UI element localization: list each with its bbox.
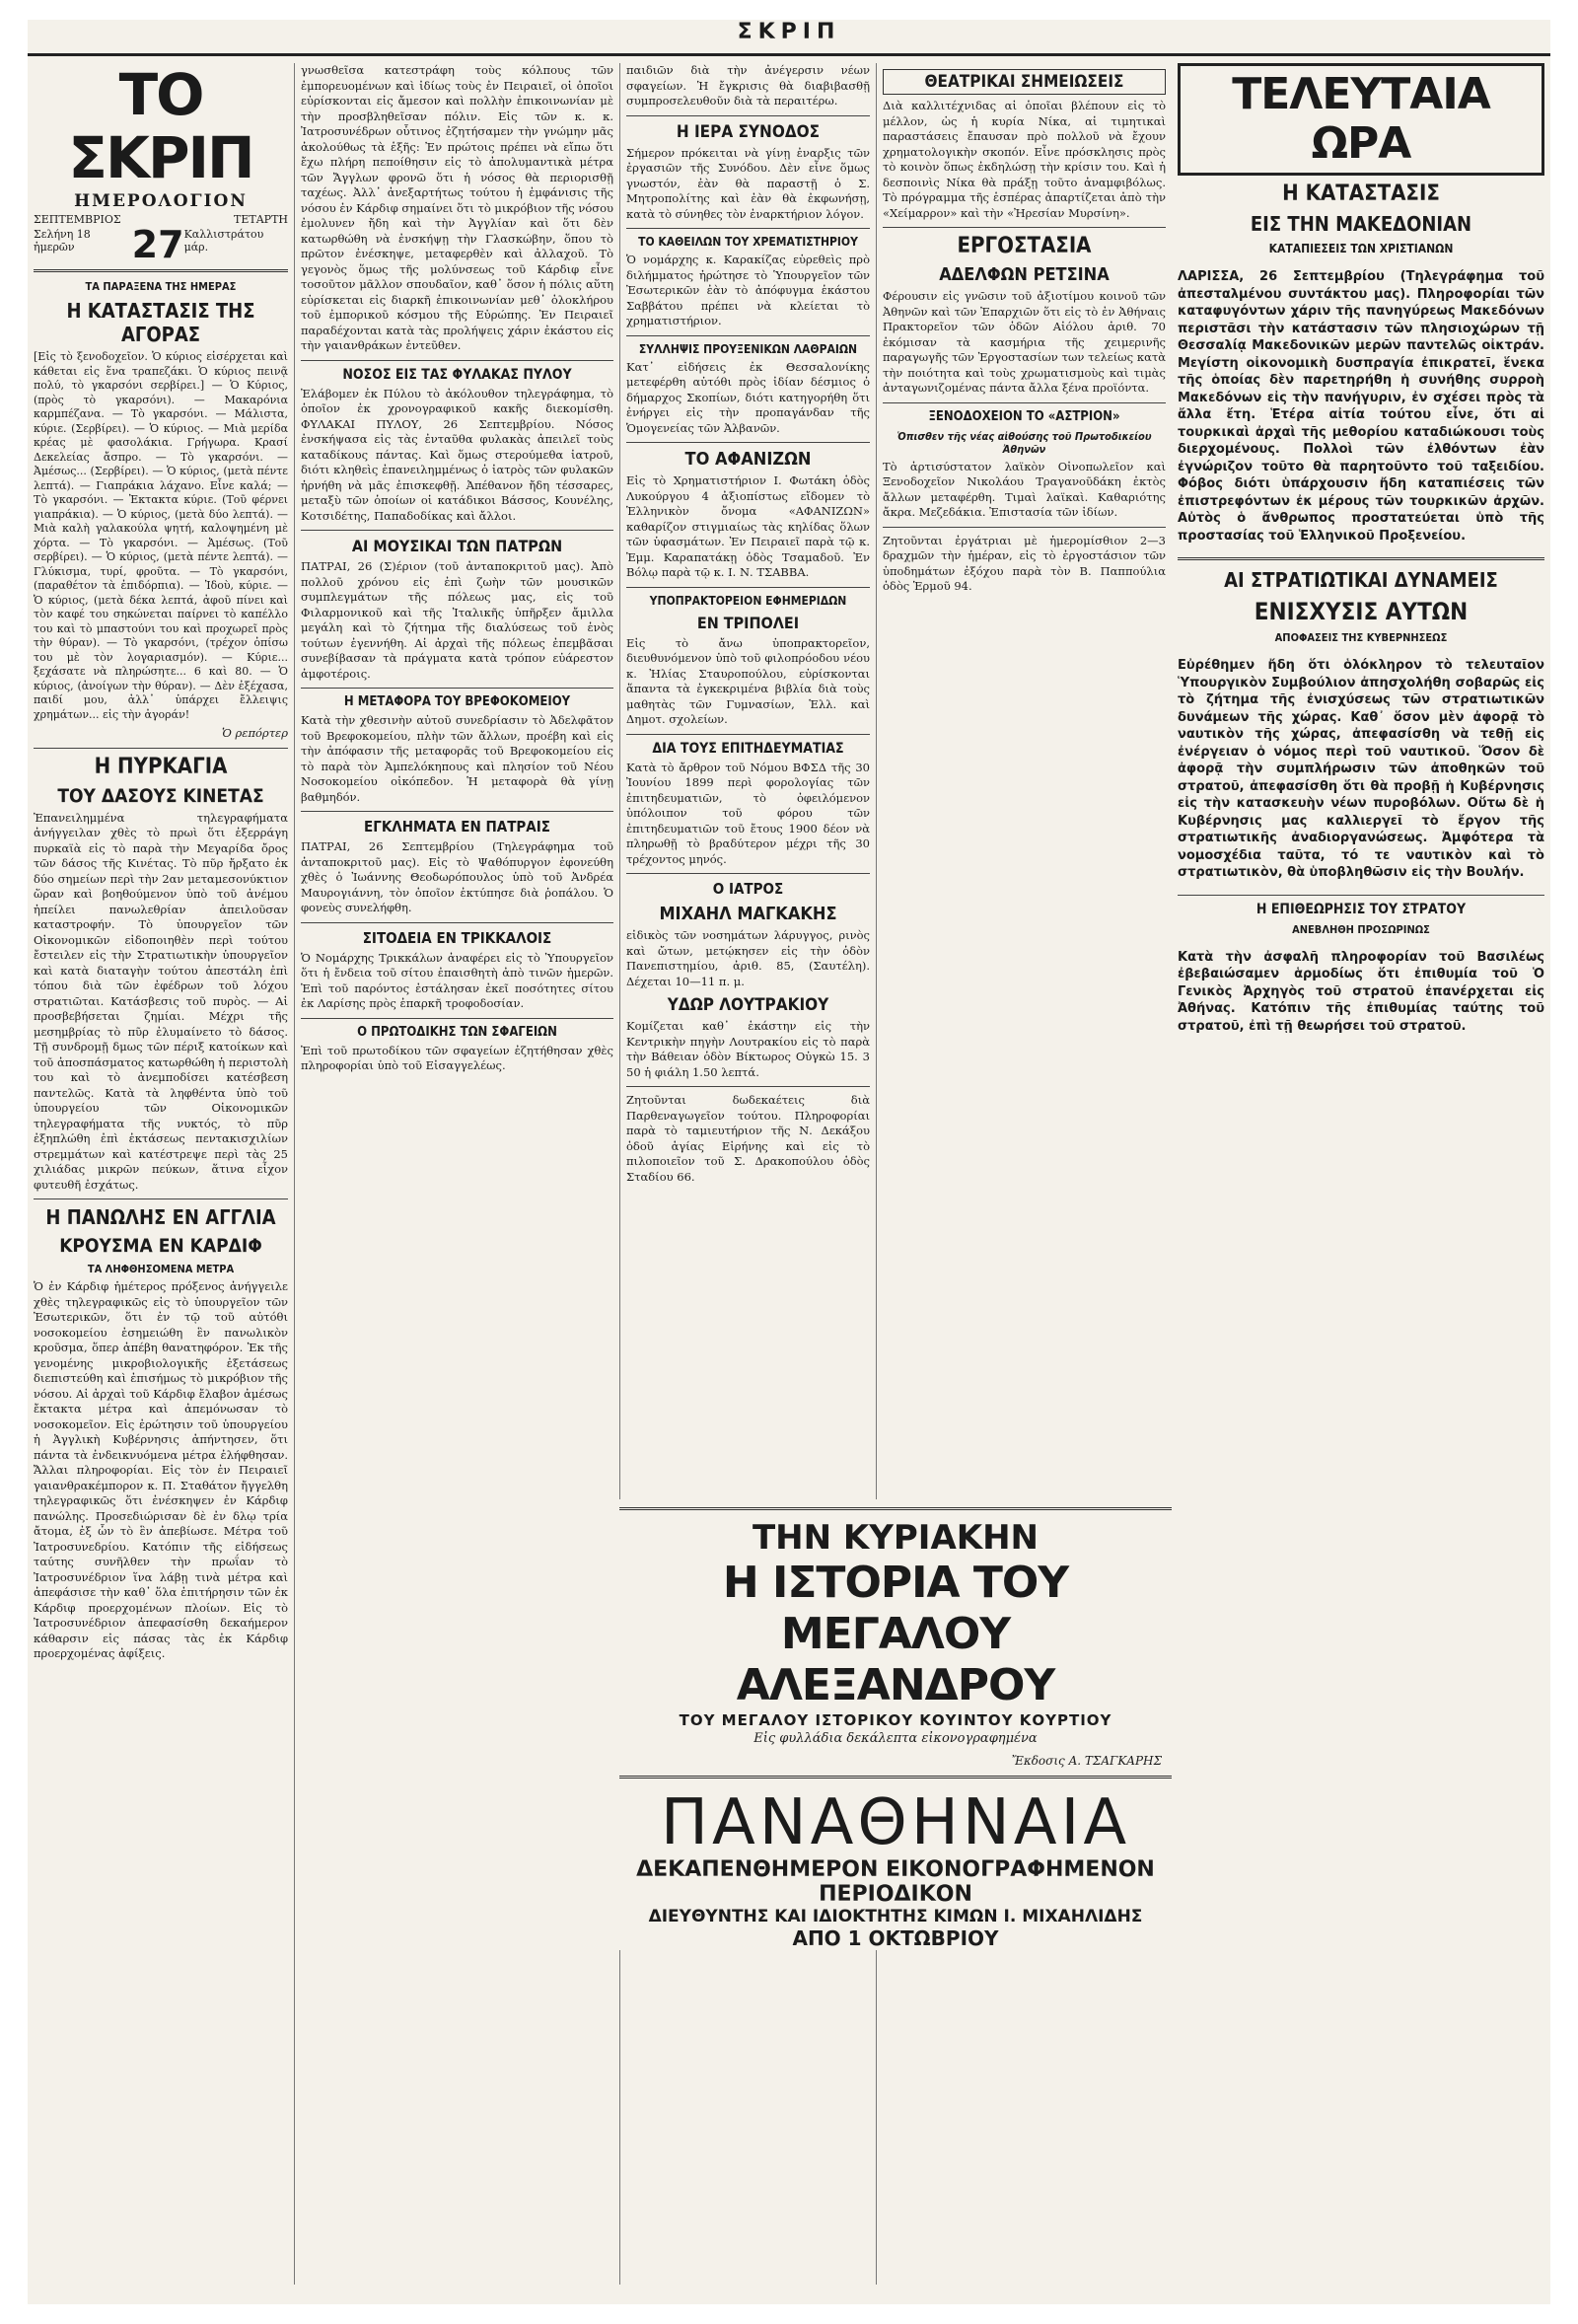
section-headline: ΣΙΤΟΔΕΙΑ ΕΝ ΤΡΙΚΚΑΛΟΙΣ: [362, 928, 552, 947]
article-body: ΠΑΤΡΑΙ, 26 Σεπτεμβρίου (Τηλεγράφημα τοῦ ἀνταποκριτοῦ μας). Εἰς τὸ Ψαθόπυργον ἐφονεύθη χθὲς ὁ Ἰωάννης Θεοδωρόπουλος ὑπὸ τοῦ Ἀνδρέα Μαυρογιάννη, τὸν ὁποῖον ἐκτύπησε διὰ ῥοπάλου. Ὁ φονεὺς συνελήφθη.: [301, 839, 613, 914]
section-headline: ΔΙΑ ΤΟΥΣ ΕΠΙΤΗΔΕΥΜΑΤΙΑΣ: [652, 740, 844, 757]
moon-label: Σελήνη 18 ἡμερῶν: [34, 228, 91, 254]
section-headline: ΣΥΛΛΗΨΙΣ ΠΡΟΥΞΕΝΙΚΩΝ ΛΑΘΡΑΙΩΝ: [638, 341, 858, 356]
section-headline: Η ΚΑΤΑΣΤΑΣΙΣ: [1282, 182, 1440, 206]
divider: [301, 688, 613, 689]
month-label: ΣΕΠΤΕΜΒΡΙΟΣ: [34, 213, 121, 226]
article-body: Ἐπὶ τοῦ πρωτοδίκου τῶν σφαγείων ἐζητήθησαν χθὲς πληροφορίαι ὑπὸ τοῦ Εἰσαγγελέως.: [301, 1043, 613, 1072]
article-body: ΠΑΤΡΑΙ, 26 (Σ)έριον (τοῦ ἀνταποκριτοῦ μας). Ἀπὸ πολλοῦ χρόνου εἰς ἐπὶ ζωὴν τῶν μουσικῶν συμπλεγμάτων τῆς πόλεως μας, εἰς τοῦ Φιλαρμονικοῦ καὶ τῆς Ἰταλικῆς ὑπῆρξεν ἄμιλλα μεγάλη καὶ τὸ ζήτημα τῆς διαλύσεως τοῦ ἑνὸς τούτων ἐγεννήθη. Αἱ ἀρχαὶ τῆς πόλεως ἐπεμβᾶσαι συνεβίβασαν τὰ πράγματα κατὰ τρόπον εὐάρεστον ἀμφοτέροις.: [301, 559, 613, 681]
section-headline: ΕΙΣ ΤΗΝ ΜΑΚΕΔΟΝΙΑΝ: [1250, 212, 1472, 236]
divider: [301, 530, 613, 531]
divider: [34, 1198, 288, 1199]
divider: [626, 442, 870, 443]
advert-line: ΤΟΥ ΜΕΓΑΛΟΥ ΙΣΤΟΡΙΚΟΥ ΚΟΥΙΝΤΟΥ ΚΟΥΡΤΙΟΥ: [679, 1711, 1112, 1729]
article-body: Τὸ ἀρτισύστατον λαϊκὸν Οἰνοπωλεῖον καὶ Ξενοδοχεῖον Νικολάου Τραγανοῦδάκη ἐκτὸς ἄλλων μεταφέρθη. Τιμαὶ λαϊκαὶ. Καθαριότης ἄκρα. Μεζεδάκια. Ἐπιστασία τῶν ἰδίων.: [883, 459, 1166, 519]
article-body: [Εἰς τὸ ξενοδοχεῖον. Ὁ κύριος εἰσέρχεται καὶ κάθεται εἰς ἕνα τραπεζάκι. Ὁ κύριος πεινᾷ πολύ, τὸ γκαρσόνι σερβίρει.] — Ὁ Κύριος, (πρὸς τὸ γκαρσόνι). — Μακαρόνια καρμπέζανα. — Τὸ γκαρσόνι. — Μάλιστα, κύριε. (Σερβίρει). — Ὁ κύριος. — Μιὰ μερίδα κρέας μὲ φασολάκια. Γρήγωρα. Κρασί Δεκελείας ἄσπρο. — Τὸ γκαρσόνι. — Ἀμέσως... (Σερβίρει). — Ὁ κύριος, (μετὰ πέντε λεπτά). — Γιαπράκια λάχανο. Εἶνε καλά; — Τὸ γκαρσόνι. — Ἐκτακτα κύριε. (Τοῦ φέρνει γιαπράκια). — Ὁ κύριος, (μετὰ δύο λεπτά). — Μιὰ καλὴ γαλακούλα ψητή, καλοψημένη μὲ χόρτα. — Τὸ γκαρσόνι. — Ἀμέσως. (Τοῦ σερβίρει). — Ὁ κύριος, (μετὰ πέντε λεπτά). — Γλύκισμα, τυρί, φροῦτα. — Τὸ γκαρσόνι, (παραθέτον τὰ ἐπιδόρπια). — Ἰδοὺ, κύριε. — Ὁ κύριος, (μετὰ δέκα λεπτά, ἀφοῦ πίνει καὶ τὸν καφέ του σηκώνεται παίρνει τὸ καπέλλο του καὶ τὸ μπαστούνι του καὶ προχωρεῖ πρὸς τὴν θύραν). — Τὸ γκαρσόνι, (τρέχον ὀπίσω του μὲ τὸν λογαριασμόν). — Κύριε... ξεχάσατε νὰ πληρώσητε... 6 καὶ 80. — Ὁ κύριος, (ἀνοίγων τὴν θύραν). — Δὲν ἐξέχασα, παιδί μου, ἀλλ᾽ ὑπάρχει ἔλλειψις χρημάτων... εἰς τὴν ἀγοράν!: [34, 350, 288, 721]
article-body: Ἐλάβομεν ἐκ Πύλου τὸ ἀκόλουθον τηλεγράφημα, τὸ ὁποῖον ἐκ χρονογραφικοῦ κακῆς διεκομίσθη. ΦΥΛΑΚΑΙ ΠΥΛΟΥ, 26 Σεπτεμβρίου. Νόσος ἐνσκήψασα εἰς τὰς ἐνταῦθα φυλακὰς ἀπειλεῖ τοὺς καταδίκους πάντας. Καὶ ὅμως στερούμεθα ἰατροῦ, διότι κληθεὶς ἐπανειλημμένως ὁ ἰατρὸς τῶν φυλακῶν ἠρνήθη νὰ μᾶς ἐπισκεφθῇ. Ἀπέθανον ἤδη τέσσαρες, μεταξὺ τῶν ὁποίων οἱ κατάδικοι Βάσσος, Κουνέλης, Κοτσιδέτης, Παπαδοδίκας καὶ ἄλλοι.: [301, 386, 613, 523]
divider: [301, 1018, 613, 1019]
article-body: Κατὰ τὸ ἄρθρον τοῦ Νόμου ΒΦΣΔ τῆς 30 Ἰουνίου 1899 περὶ φορολογίας τῶν ἐπιτηδευματιῶν, τὸ ὀφειλόμενον ὑπόλοιπον τοῦ φόρου τῶν ἐπιτηδευματιῶν τοῦ ἔτους 1900 δέον νὰ πληρωθῇ τὸ βραδύτερον μέχρι τῆς 30 τρέχοντος μηνός.: [626, 760, 870, 866]
divider: [883, 227, 1166, 228]
divider: [301, 360, 613, 361]
article-body: Εὐρέθημεν ἤδη ὅτι ὁλόκληρον τὸ τελευταῖον Ὑπουργικὸν Συμβούλιον ἀπησχολήθη σοβαρῶς εἰς τὸ ζήτημα τῆς ἐνισχύσεως τῶν στρατιωτικῶν δυνάμεων τῆς χώρας. Καθ᾽ ὅσον μὲν ἀφορᾷ τὸ ναυτικὸν τῆς χώρας, ἀπεφασίσθη νὰ τεθῇ εἰς ἐνέργειαν ὁ νόμος περὶ τοῦ ναυτικοῦ. Ὅσον δὲ ἀφορᾷ τὴν συμπλήρωσιν τῶν ἀποθηκῶν τοῦ στρατοῦ, ἀπεφασίσθη ὅτι θὰ προβῇ ἡ Κυβέρνησις εἰς τὴν κατασκευὴν νέων πυροβόλων. Οὕτω δὲ ἡ Κυβέρνησις μας καλλιεργεῖ τὸ ἔργον τῆς στρατιωτικῆς ἀναδιοργανώσεως. Ἀμφότερα τὰ νομοσχέδια ταῦτα, τό τε ναυτικὸν καὶ τὸ στρατιωτικὸν, θὰ ὑποβληθῶσιν εἰς τὴν Βουλήν.: [1178, 658, 1544, 880]
column-3: [619, 63, 876, 2285]
advert-line: Ἔκδοσις Α. ΤΣΑΓΚΑΡΗΣ: [1011, 1754, 1162, 1768]
article-body: Σήμερον πρόκειται νὰ γίνῃ ἐναρξις τῶν ἐργασιῶν τῆς Συνόδου. Δὲν εἶνε ὅμως γνωστόν, ἐὰν θὰ παραστῇ ὁ Σ. Μητροπολίτης καὶ ἐὰν θὰ ἐκφωνήσῃ, κατὰ τὸ σύνηθες τὸν ἐναρκτήριον λόγον.: [626, 145, 870, 221]
newspaper-logo: ΤΟ ΣΚΡΙΠ: [68, 63, 253, 191]
article-body: Φέρουσιν εἰς γνῶσιν τοῦ ἀξιοτίμου κοινοῦ τῶν Ἀθηνῶν καὶ τῶν Ἐπαρχιῶν ὅτι εἰς τὸ ἐν Ἀθήναις Πρακτορεῖον τῶν ὁδῶν Αἰόλου ἀριθ. 70 ἐκόμισαν τὰ κασμήρια τῆς χειμερινῆς παραγωγῆς τῶν Ἐργοστασίων των τελείως κατὰ τὴν ποιότητα καὶ τοὺς χρωματισμοὺς καὶ τιμὰς ἀνταγωνιζομένας πάντα ἄλλα ξένα προϊόντα.: [883, 289, 1166, 395]
section-kicker: ΑΠΟΦΑΣΕΙΣ ΤΗΣ ΚΥΒΕΡΝΗΣΕΩΣ: [1274, 631, 1448, 644]
article-body: Εἰς τὸ ἄνω ὑποπρακτορεῖον, διευθυνόμενον ὑπὸ τοῦ φιλοπρόοδου νέου κ. Ἠλίας Σταυροπούλου, εὑρίσκονται ἅπαντα τὰ ἐγκεκριμένα βιβλία διὰ τοὺς μαθητὰς τῶν Γυμνασίων, Ἑλλ. καὶ Δημοτ. σχολείων.: [626, 635, 870, 726]
column-5: [1172, 63, 1550, 2285]
article-body: Ὁ ἐν Κάρδιφ ἡμέτερος πρόξενος ἀνήγγειλε χθὲς τηλεγραφικῶς εἰς τὸ ὑπουργεῖον τῶν Ἐσωτερικῶν, ὅτι ἐν τῷ τοῦ αὐτόθι νοσοκομείου ἐσημειώθη ἓν πανωλικὸν κροῦσμα, ὅπερ ἀπέβη θανατηφόρον. Ἐκ τῆς γενομένης μικροβιολογικῆς ἐξετάσεως διεπιστεύθη καὶ ἐπισήμως τὸ μικρόβιον τῆς νόσου. Αἱ ἀρχαὶ τοῦ Κάρδιφ ἔλαβον ἀμέσως ἔκτακτα μέτρα καὶ ἀπεμόνωσαν τὸ νοσοκομεῖον. Εἰς ἐρώτησιν τοῦ ὑπουργείου ἡ Ἀγγλικὴ Κυβέρνησις ἀπήντησεν, ὅτι πάντα τὰ ἐνδεικνυόμενα μέτρα ἐλήφθησαν. Ἄλλαι πληροφορίαι. Εἰς τὸν ἐν Πειραιεῖ γαιανθρακέμπορον κ. Π. Σταθάτον ἤγγελθη τηλεγραφικῶς ὅτι ἐνέσκηψεν ἐν Κάρδιφ πανώλης. Προσεδιώρισαν δὲ ἐν δλῳ τρία ἄτομα, ἐξ ὧν τὸ ἓν ἀπεβίωσε. Μέτρα τοῦ Ἰατροσυνεδρίου. Κατόπιν τῆς εἰδήσεως ταύτης συνῆλθεν τὴν πρωΐαν τὸ Ἰατροσυνέδριον ἵνα λάβῃ τινὰ μέτρα καὶ ἀπεφάσισε τὴν καθ᾽ ὅλα ἐπιτήρησιν τῶν ἐκ Κάρδιφ προερχομένων πλοίων. Εἰς τὸ Ἰατροσυνέδριον ἀπεφασίσθη δεκαήμερον κάθαρσιν εἰς πάσας τὰς ἐκ Κάρδιφ προερχομένας ἀφίξεις.: [34, 1279, 288, 1660]
day-number: 27: [131, 223, 184, 266]
running-header: ΣΚΡΙΠ: [737, 20, 841, 44]
section-headline: ΕΝ ΤΡΙΠΟΛΕΙ: [696, 613, 800, 632]
column-1: [28, 63, 294, 2285]
section-headline: ΝΟΣΟΣ ΕΙΣ ΤΑΣ ΦΥΛΑΚΑΣ ΠΥΛΟΥ: [342, 366, 572, 383]
section-headline: ΑΔΕΛΦΩΝ ΡΕΤΣΙΝΑ: [939, 264, 1110, 285]
article-body: Ζητοῦνται ἐργάτριαι μὲ ἡμερομίσθιον 2—3 δραχμῶν τὴν ἡμέραν, εἰς τὸ ἐργοστάσιον τῶν ὑποδημάτων ἐξόχου παρὰ τὸν Β. Παππούλια ὁδὸς Ἑρμοῦ 94.: [883, 533, 1166, 593]
divider: [626, 734, 870, 735]
divider: [883, 527, 1166, 528]
advert-banner: [619, 1499, 1172, 1950]
advert-line: Εἰς φυλλάδια δεκάλεπτα εἰκονογραφημένα: [753, 1731, 1038, 1746]
article-body: παιδιῶν διὰ τὴν ἀνέγερσιν νέων σφαγείων. Ἡ ἔγκρισις θὰ διαβιβασθῇ συμπροσελευθοῦν διὰ τὰ περαιτέρω.: [626, 63, 870, 108]
divider: [619, 1507, 1172, 1510]
advert-line: ΔΙΕΥΘΥΝΤΗΣ ΚΑΙ ΙΔΙΟΚΤΗΤΗΣ ΚΙΜΩΝ Ι. ΜΙΧΑΗΛΙΔΗΣ: [648, 1907, 1143, 1926]
column-4: [876, 63, 1172, 2285]
divider: [1178, 895, 1544, 896]
article-body: Κατὰ τὴν ἀσφαλῆ πληροφορίαν τοῦ Βασιλέως ἐβεβαιώσαμεν ἁρμοδίως ὅτι ἐπιθυμία τοῦ Ὁ Γενικὸς Ἀρχηγὸς τοῦ στρατοῦ ἐπανέρχεται εἰς Ἀθήνας. Κατόπιν τῆς ἐπιθυμίας ταύτης τοῦ στρατοῦ, ἐπὶ τῇ θεωρήσει τοῦ στρατοῦ.: [1178, 949, 1544, 1034]
section-headline: ΤΟΥ ΔΑΣΟΥΣ ΚΙΝΕΤΑΣ: [57, 784, 264, 807]
section-headline: ΞΕΝΟΔΟΧΕΙΟΝ ΤΟ «ΑΣΤΡΙΟΝ»: [928, 408, 1120, 424]
section-headline: ΥΔΩΡ ΛΟΥΤΡΑΚΙΟΥ: [667, 995, 829, 1015]
article-body: Κατ᾽ εἰδήσεις ἐκ Θεσσαλονίκης μετεφέρθη αὐτόθι πρὸς ἰδίαν δέσμιος ὁ δήμαρχος Σκοπίων, διότι κατηγορήθη ὅτι ἐνήργει εἰς τὴν προπαγάνδαν τῆς Ὁμογενείας τῶν Ἀλβανῶν.: [626, 359, 870, 435]
section-headline: Ο ΠΡΩΤΟΔΙΚΗΣ ΤΩΝ ΣΦΑΓΕΙΩΝ: [357, 1024, 557, 1040]
article-body: ΛΑΡΙΣΣΑ, 26 Σεπτεμβρίου (Τηλεγράφημα τοῦ ἀπεσταλμένου συντάκτου μας). Πληροφορίαι τῶν καταφυγόντων χάριν τῆς πανηγύρεως Μακεδόνων περιστᾶσι τὴν κατάστασιν τῶν πλησιοχώρων τῇ Θεσσαλίᾳ Μακεδονικῶν μερῶν παντελῶς οἰκτράν. Μεγίστη οἰκονομικὴ δυσπραγία ἐπικρατεῖ, ἕνεκα τῆς ὁποίας δὲν παρετηρήθη ἡ συνήθης συρροὴ Μακεδόνων εἰς τὴν πανήγυριν, ἐν σχέσει πρὸς τὰ ἄλλα ἔτη. Ἑτέρα αἰτία τούτου εἶνε, ὅτι αἱ τουρκικαὶ ἀρχαὶ τῆς μεθορίου καταδιώκουσι τοὺς διερχομένους. Πολλοὶ τῶν ἐλθόντων ἐὰν ἐγνώριζον τοῦτο θὰ παρητοῦντο τοῦ ταξειδίου. Φόβος διότι ὑπάρχουσιν ἤδη καταπιέσεις τῶν ἐπιστρεφόντων ἐκ μέρους τῶν τουρκικῶν ἀρχῶν. Αὐτὸς ὁ ἄνθρωπος προστατεύεται ὑπὸ τῆς προστασίας τοῦ Ἑλληνικοῦ Προξενείου.: [1178, 269, 1544, 544]
section-headline: Η ΕΠΙΘΕΩΡΗΣΙΣ ΤΟΥ ΣΤΡΑΤΟΥ: [1255, 901, 1467, 917]
divider: [34, 748, 288, 749]
section-headline: ΕΡΓΟΣΤΑΣΙΑ: [957, 234, 1092, 258]
advert-line: ΔΕΚΑΠΕΝΘΗΜΕΡΟΝ ΕΙΚΟΝΟΓΡΑΦΗΜΕΝΟΝ ΠΕΡΙΟΔΙΚΟΝ: [636, 1857, 1155, 1907]
advert-title: Η ΙΣΤΟΡΙΑ ΤΟΥ ΜΕΓΑΛΟΥ ΑΛΕΞΑΝΔΡΟΥ: [722, 1558, 1069, 1710]
section-title: ΤΕΛΕΥΤΑΙΑ ΩΡΑ: [1178, 63, 1544, 176]
newspaper-page: [28, 20, 1550, 2304]
article-body: Ὁ Νομάρχης Τρικκάλων ἀναφέρει εἰς τὸ Ὑπουργεῖον ὅτι ἡ ἔνδεια τοῦ σίτου ἐπαισθητὴ ἀπὸ τινῶν ἡμερῶν. Ἐπὶ τοῦ παρόντος ἐστάλησαν ἐκεῖ ποσότητες σίτου ἐκ Λαρίσης πρὸς ἐπαρκῆ τροφοδοσίαν.: [301, 950, 613, 1010]
article-body: Ὁ νομάρχης κ. Καρακίζας εὑρεθεὶς πρὸ διλήμματος ἠρώτησε τὸ Ὑπουργεῖον τῶν Ἐσωτερικῶν ἐὰν τὸ ἀπόφυγμα ἑκάστου Σαββάτου πρέπει νὰ κλείεται τὸ χρηματιστήριον.: [626, 253, 870, 327]
divider: [1178, 557, 1544, 560]
section-headline: ΕΝΙΣΧΥΣΙΣ ΑΥΤΩΝ: [1254, 598, 1469, 625]
section-headline: ΑΙ ΣΤΡΑΤΙΩΤΙΚΑΙ ΔΥΝΑΜΕΙΣ: [1224, 568, 1498, 592]
article-body: εἰδικὸς τῶν νοσημάτων λάρυγγος, ρινὸς καὶ ὤτων, μετῴκησεν εἰς τὴν ὁδὸν Πανεπιστημίου, ἀριθ. 85, (Σαυτέλη). Δέχεται 10—11 π. μ.: [626, 928, 870, 988]
section-headline: ΑΙ ΜΟΥΣΙΚΑΙ ΤΩΝ ΠΑΤΡΩΝ: [351, 537, 563, 555]
article-body: Κατὰ τὴν χθεσινὴν αὐτοῦ συνεδρίασιν τὸ Ἀδελφᾶτον τοῦ Βρεφοκομείου, πλὴν τῶν ἄλλων, προέβη καὶ εἰς τὴν ἀπόφασιν τῆς μεταφορᾶς τοῦ Βρεφοκομείου εἰς τὸ παρὰ τὸν Ἀμπελόκηπους καὶ πλησίον τοῦ Νέου Νοσοκομείου οἰκόπεδον. Ἡ μεταφορὰ θὰ γίνῃ βαθμηδόν.: [301, 713, 613, 804]
section-headline: ΤΟ ΑΦΑΝΙΖΩΝ: [684, 449, 812, 470]
header-rule: [28, 53, 1550, 56]
section-kicker: ΤΑ ΠΑΡΑΞΕΝΑ ΤΗΣ ΗΜΕΡΑΣ: [85, 280, 237, 293]
divider: [34, 269, 288, 272]
divider: [626, 1086, 870, 1087]
divider: [626, 587, 870, 588]
divider: [626, 228, 870, 229]
section-kicker: ΚΑΤΑΠΙΕΣΕΙΣ ΤΩΝ ΧΡΙΣΤΙΑΝΩΝ: [1268, 242, 1454, 255]
section-headline: ΥΠΟΠΡΑΚΤΟΡΕΙΟΝ ΕΦΗΜΕΡΙΔΩΝ: [649, 593, 847, 608]
advert-line: ΑΠΟ 1 ΟΚΤΩΒΡΙΟΥ: [792, 1926, 999, 1950]
article-body: Ζητοῦνται δωδεκαέτεις διὰ Παρθεναγωγεῖον τούτου. Πληροφορίαι παρὰ τὸ ταμιευτήριον τῆς Ν. Δεκάξου ὁδοῦ ἁγίας Εἰρήνης καὶ εἰς τὸ πιλοποιεῖον τοῦ Σ. Δρακοπούλου ὁδὸς Σταδίου 66.: [626, 1093, 870, 1184]
divider: [619, 1776, 1172, 1779]
dateline-2: [34, 223, 288, 266]
section-headline: Η ΙΕΡΑ ΣΥΝΟΔΟΣ: [676, 121, 821, 142]
article-body: Διὰ καλλιτέχνιδας αἱ ὁποῖαι βλέπουν εἰς τὸ μέλλον, ὡς ἡ κυρία Νίκα, αἱ τιμητικαὶ παραστάσεις ἔπαυσαν πρὸ πολλοῦ νὰ ἔχουν χρηματολογικὴν σκοπόν. Εἶνε πρόσκλησις πρὸς τὸ κοινὸν ὅπως ἐκδηλώσῃ τὴν κρίσιν του. Καὶ ἡ δεσποινὶς Νίκα θὰ πράξῃ τοῦτο ἀναμφιβόλως. Τὸ πρόγραμμα τῆς ἑσπέρας ἀπαρτίζεται ἀπὸ τὴν «Χείμαρρον» καὶ τὴν «Ἠρεσίαν Μυρσίνη».: [883, 99, 1166, 220]
article-body: Εἰς τὸ Χρηματιστήριον Ι. Φωτάκη ὁδὸς Λυκούργου 4 ἀξιοπίστως εἴδομεν τὸ Ἑλληνικὸν ὄνομα «ΑΦΑΝΙΖΩΝ» καθαρίζον στιγμιαίως τὰς κηλίδας ὅλων τῶν ὑφασμάτων. Ἐν Πειραιεῖ παρὰ τῷ κ. Ἐμμ. Καραπατάκῃ ὁδὸς Τσαμαδοῦ. Ἐν Βόλῳ παρὰ τῷ κ. Ι. Ν. ΤΣΑΒΒΑ.: [626, 473, 870, 579]
section-subheadline: ΚΡΟΥΣΜΑ ΕΝ ΚΑΡΔΙΦ: [59, 1235, 262, 1257]
section-headline: Η ΚΑΤΑΣΤΑΣΙΣ ΤΗΣ ΑΓΟΡΑΣ: [66, 299, 255, 346]
section-headline: ΕΓΚΛΗΜΑΤΑ ΕΝ ΠΑΤΡΑΙΣ: [364, 818, 550, 835]
section-headline: Ο ΙΑΤΡΟΣ: [712, 880, 784, 898]
article-signature: Ὁ ρεπόρτερ: [221, 726, 288, 740]
section-headline: ΤΟ ΚΑΘΕΙΛΩΝ ΤΟΥ ΧΡΕΜΑΤΙΣΤΗΡΙΟΥ: [638, 235, 858, 249]
article-body: Ἐπανειλημμένα τηλεγραφήματα ἀνήγγειλαν χθὲς τὸ πρωὶ ὅτι ἐξερράγη πυρκαϊὰ εἰς τὸ παρὰ τὴν Μεγαρίδα ὄρος τῶν δάσος τῆς Κινέτας. Τὸ πῦρ ἤρξατο ἐκ δύο σημείων περὶ τὴν 2αν μεταμεσονύκτιον ὥραν καὶ βοηθούμενον ὑπὸ τοῦ ἀνέμου ἠπείλει πανωλεθρίαν ἀπειλοῦσαν καταστροφήν. Τὸ ὑπουργεῖον τῶν Οἰκονομικῶν εἰδοποιηθὲν περὶ τούτου ἔστειλεν εἰς τὴν Στρατιωτικὴν ὑπουργεῖον καὶ κατὰ διαταγὴν τούτου ἀπεστάλη ἐπὶ τόπου διὰ τῶν ἐφέδρων τοῦ λόχου στρατιῶται. Κατάσβεσις τοῦ πυρὸς. — Αἱ προσβεβήσεται ζημίαι. Μέχρι τῆς μεσημβρίας τὸ πῦρ ἐλυμαίνετο τὸ δάσος. Τῇ συνδρομῇ δμως τῶν πέριξ κατοίκων καὶ τοῦ ἀποσπάσματος κατωρθώθη ἡ περιστολὴ του καὶ τὸ ἀνεμποδίσει κατέσβεση παντελῶς. Κατὰ τὰ ληφθέντα ὑπὸ τοῦ ὑπουργείου τῶν Οἰκονομικῶν τηλεγραφήματα τῆς νυκτός, τὸ πῦρ ἐξηπλώθη ἐπὶ ἐκτάσεως πεντακισχιλίων στρεμμάτων καὶ κατέστρεψε περὶ τὰς 25 χιλιάδας μικρῶν πεύκων, ἅτινα εἶχον φυτευθῆ ἐσχάτως.: [34, 810, 288, 1192]
article-body: γνωσθεῖσα κατεστράφη τοὺς κόλπους τῶν ἐμπορευομένων καὶ ἰδίως τοὺς ἐν Πειραιεῖ, οἱ ὁποῖοι εὐρίσκονται εἰς ἄμεσον καὶ πολλὴν ἐπικοινωνίαν μὲ τὴν προσβληθεῖσαν πόλιν. Εἰς τῶν κ. κ. Ἰατροσυνέδρων οὗτινος ἐζητήσαμεν τὴν γνώμην μᾶς ἀκολούθως τὰ ἑξῆς: Ἐν πρώτοις πρέπει νὰ εἴπω ὅτι ἔχω πλήρη πεποίθησιν εἰς τὸ ἀπολυμαντικὰ μέτρα τῶν Ἄγγλων φρονῶ ὅτι ἡ νόσος θὰ περιορισθῇ ταχέως. Ἀλλ᾽ ἀνεξαρτήτως τούτου ἡ ἐμφάνισις τῆς νόσου ἐν Κάρδιφ σημαίνει ὅτι τὸ μικρόβιον τῆς νόσου ἐμολυνεν ἤδη καὶ τὴν Ἀγγλίαν καὶ ὅτι δὲν κατωρθώθη νὰ ἐνσκήψῃ τὴν Γλασκώβην, ὅπου τὸ πρῶτον ἐνέσκηψε, μεταφερθὲν καὶ ἀλλαχοῦ. Τὸ γεγονὸς ὅμως τῆς μολύνσεως τοῦ Κάρδιφ εἶνε τοσοῦτον μᾶλλον σπουδαῖον, καθ᾽ ὅσον ἡ πόλις αὕτη εὑρίσκεται εἰς διαρκῆ ἐπικοινωνίαν μεθ᾽ ὁλοκλήρου τοῦ ἐμπορικοῦ κόσμου τῆς Εὐρώπης. Ἐν Πειραιεῖ παραδέχονται κατὰ τὰς προλήψεις χάριν ἐκάστου εἰς τὴν γαιανθράκων ἐντεῦθεν.: [301, 63, 614, 352]
saint-label: Καλλιστράτου μάρ.: [183, 228, 264, 254]
column-2: [294, 63, 619, 2285]
section-headline: ΘΕΑΤΡΙΚΑΙ ΣΗΜΕΙΩΣΕΙΣ: [883, 69, 1166, 95]
divider: [626, 115, 870, 116]
divider: [301, 811, 613, 812]
section-headline: Η ΠΥΡΚΑΓΙΑ: [94, 754, 228, 779]
weekday-label: ΤΕΤΑΡΤΗ: [234, 213, 288, 226]
section-headline: Η ΠΑΝΩΛΗΣ ΕΝ ΑΓΓΛΙΑ: [45, 1205, 276, 1229]
divider: [626, 335, 870, 336]
divider: [883, 402, 1166, 403]
section-kicker: ΑΝΕΒΛΗΘΗ ΠΡΟΣΩΡΙΝΩΣ: [1292, 922, 1430, 936]
calendar-label: ΗΜΕΡΟΛΟΓΙΟΝ: [74, 191, 248, 211]
advert-title: ΠΑΝΑΘΗΝΑΙΑ: [660, 1786, 1131, 1859]
divider: [301, 922, 613, 923]
section-headline: ΜΙΧΑΗΛ ΜΑΓΚΑΚΗΣ: [659, 904, 837, 924]
article-body: Κομίζεται καθ᾽ ἑκάστην εἰς τὴν Κεντρικὴν πηγὴν Λουτρακίου εἰς τὸ παρὰ τὴν Βάθειαν ὁδὸν Βίκτωρος Οὐγκὼ 15. 3 50 ἡ φιάλη 1.50 λεπτά.: [626, 1019, 870, 1079]
section-kicker: ΤΑ ΛΗΦΘΗΣΟΜΕΝΑ ΜΕΤΡΑ: [87, 1263, 235, 1275]
divider: [626, 873, 870, 874]
section-headline: Η ΜΕΤΑΦΟΡΑ ΤΟΥ ΒΡΕΦΟΚΟΜΕΙΟΥ: [343, 694, 571, 709]
section-subheadline: Ὁπισθεν τῆς νέας αἰθούσης τοῦ Πρωτοδικείου Ἀθηνῶν: [897, 429, 1152, 456]
advert-line: ΤΗΝ ΚΥΡΙΑΚΗΝ: [752, 1518, 1040, 1558]
